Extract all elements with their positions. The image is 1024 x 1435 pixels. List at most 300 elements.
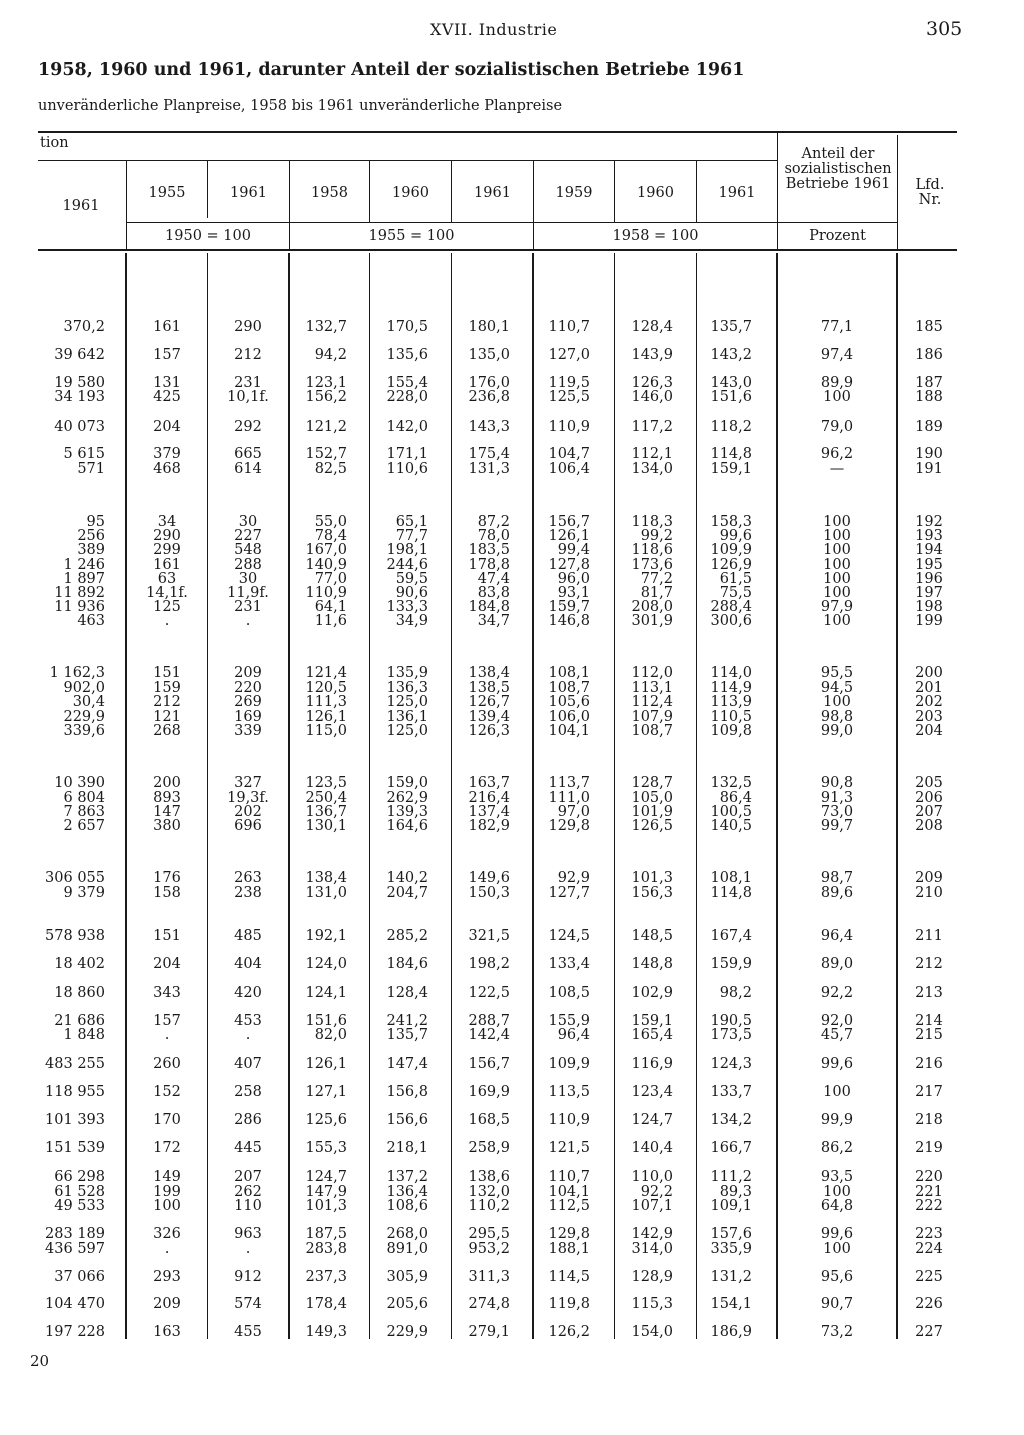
cell-anteil-prozent: 97,9 [820,599,854,615]
cell-1960-idx1958: 173,6 [631,557,673,573]
cell-anteil-prozent: 100 [823,389,851,405]
cell-1955-idx1950: 170 [153,1112,181,1128]
cell-1960-idx1955: 135,6 [386,347,428,363]
cell-1961-abs: 1 162,3 [49,665,105,681]
cell-1955-idx1950: 209 [153,1296,181,1312]
cell-1958-idx1955: 123,1 [305,375,347,391]
table-row [0,776,1024,791]
cell-1959-idx1958: 96,4 [557,1027,590,1043]
table-row [0,600,1024,615]
cell-1960-idx1958: 142,9 [631,1226,673,1242]
cell-1959-idx1958: 121,5 [548,1140,590,1156]
cell-1961-idx1955: 131,3 [468,461,510,477]
cell-1960-idx1955: 136,1 [386,709,428,725]
header-cell: 1961 [474,185,511,201]
cell-anteil-prozent: 96,4 [820,928,854,944]
cell-1961-idx1955: 135,0 [468,347,510,363]
cell-1960-idx1955: 229,9 [386,1324,428,1340]
cell-1958-idx1955: 126,1 [305,709,347,725]
header-cell: 1961 [230,185,267,201]
cell-1960-idx1958: 115,3 [631,1296,673,1312]
cell-1955-idx1950: 200 [153,775,181,791]
cell-anteil-prozent: 100 [823,1184,851,1200]
cell-lfd-nr: 193 [915,528,943,544]
cell-1961-idx1958: 75,5 [719,585,752,601]
cell-1961-idx1958: 173,5 [710,1027,752,1043]
cell-1961-idx1950: 30 [238,571,258,587]
cell-1961-idx1950: 209 [234,665,262,681]
cell-1955-idx1950: 172 [153,1140,181,1156]
table-row [0,666,1024,681]
cell-1960-idx1958: 143,9 [631,347,673,363]
cell-1960-idx1958: 116,9 [631,1056,673,1072]
cell-1961-idx1955: 176,0 [468,375,510,391]
cell-1960-idx1958: 110,0 [631,1169,673,1185]
cell-1959-idx1958: 104,7 [548,446,590,462]
cell-1959-idx1958: 108,1 [548,665,590,681]
cell-1961-idx1955: 139,4 [468,709,510,725]
cell-1961-idx1950: 30 [238,514,258,530]
cell-1959-idx1958: 156,7 [548,514,590,530]
cell-1961-abs: 1 246 [63,557,105,573]
cell-1959-idx1958: 92,9 [557,870,590,886]
cell-1961-idx1955: 183,5 [468,542,510,558]
cell-1961-idx1950: 455 [234,1324,262,1340]
cell-1955-idx1950: 893 [153,790,181,806]
cell-1960-idx1955: 218,1 [386,1140,428,1156]
cell-1961-idx1958: 166,7 [710,1140,752,1156]
cell-1961-idx1955: 83,8 [477,585,510,601]
table-row [0,348,1024,363]
cell-1955-idx1950: 299 [153,542,181,558]
cell-1961-idx1950: . [245,613,251,629]
cell-1961-idx1958: 186,9 [710,1324,752,1340]
cell-lfd-nr: 195 [915,557,943,573]
base-label: 1958 = 100 [612,228,699,244]
table-row [0,1227,1024,1242]
cell-1959-idx1958: 93,1 [557,585,590,601]
cell-1961-idx1958: 154,1 [710,1296,752,1312]
cell-1961-idx1950: . [245,1027,251,1043]
cell-1960-idx1958: 107,1 [631,1198,673,1214]
cell-1961-idx1950: 404 [234,956,262,972]
cell-1959-idx1958: 129,8 [548,1226,590,1242]
cell-1958-idx1955: 192,1 [305,928,347,944]
cell-anteil-prozent: 100 [823,542,851,558]
cell-1961-idx1955: 143,3 [468,419,510,435]
cell-anteil-prozent: 100 [823,528,851,544]
cell-1961-idx1950: 238 [234,885,262,901]
cell-1955-idx1950: 425 [153,389,181,405]
cell-1959-idx1958: 129,8 [548,818,590,834]
cell-lfd-nr: 197 [915,585,943,601]
cell-1961-idx1958: 113,9 [710,694,752,710]
cell-1961-abs: 283 189 [45,1226,105,1242]
cell-1955-idx1950: 100 [153,1198,181,1214]
cell-1959-idx1958: 127,7 [548,885,590,901]
cell-1960-idx1958: 148,8 [631,956,673,972]
cell-1961-idx1950: 263 [234,870,262,886]
cell-1961-idx1950: 231 [234,599,262,615]
cell-1958-idx1955: 250,4 [305,790,347,806]
cell-1958-idx1955: 121,4 [305,665,347,681]
cell-1961-idx1950: 339 [234,723,262,739]
cell-1959-idx1958: 155,9 [548,1013,590,1029]
cell-1961-idx1950: 227 [234,528,262,544]
cell-1959-idx1958: 110,9 [548,419,590,435]
cell-1960-idx1955: 285,2 [386,928,428,944]
cell-1958-idx1955: 78,4 [314,528,347,544]
cell-1959-idx1958: 125,5 [548,389,590,405]
cell-1961-idx1958: 143,2 [710,347,752,363]
cell-1961-abs: 571 [77,461,105,477]
cell-1961-idx1950: 485 [234,928,262,944]
cell-1961-idx1950: 292 [234,419,262,435]
cell-1960-idx1955: 34,9 [395,613,428,629]
section-heading: XVII. Industrie [430,20,558,39]
page-number: 305 [926,18,963,40]
cell-1961-idx1958: 131,2 [710,1269,752,1285]
cell-1958-idx1955: 187,5 [305,1226,347,1242]
cell-anteil-prozent: 89,9 [820,375,854,391]
cell-1961-abs: 11 892 [54,585,105,601]
cell-1960-idx1955: 171,1 [386,446,428,462]
cell-anteil-prozent: 99,9 [820,1112,854,1128]
cell-1961-idx1950: 665 [234,446,262,462]
cell-1961-abs: 6 804 [63,790,105,806]
table-row [0,390,1024,405]
cell-1961-abs: 7 863 [63,804,105,820]
cell-1961-abs: 39 642 [54,347,105,363]
cell-1960-idx1958: 128,4 [631,319,673,335]
cell-1958-idx1955: 82,5 [314,461,347,477]
cell-1959-idx1958: 106,4 [548,461,590,477]
cell-anteil-prozent: — [829,461,845,477]
table-row [0,420,1024,435]
cell-1960-idx1955: 164,6 [386,818,428,834]
cell-1961-idx1950: 269 [234,694,262,710]
cell-1958-idx1955: 167,0 [305,542,347,558]
table-row [0,320,1024,335]
cell-lfd-nr: 199 [915,613,943,629]
table-row [0,1057,1024,1072]
cell-anteil-prozent: 77,1 [820,319,854,335]
cell-1960-idx1958: 112,1 [631,446,673,462]
cell-1961-idx1958: 133,7 [710,1084,752,1100]
cell-1960-idx1955: 156,6 [386,1112,428,1128]
cell-1961-idx1958: 98,2 [719,985,752,1001]
cell-1959-idx1958: 113,7 [548,775,590,791]
table-row [0,695,1024,710]
cell-1955-idx1950: 379 [153,446,181,462]
cell-anteil-prozent: 91,3 [820,790,854,806]
table-row [0,1141,1024,1156]
cell-1960-idx1958: 140,4 [631,1140,673,1156]
cell-1961-idx1958: 159,1 [710,461,752,477]
cell-1955-idx1950: 199 [153,1184,181,1200]
table-row [0,1325,1024,1340]
cell-1961-idx1955: 180,1 [468,319,510,335]
cell-1955-idx1950: . [164,1027,170,1043]
cell-1960-idx1958: 128,9 [631,1269,673,1285]
cell-1961-idx1955: 258,9 [468,1140,510,1156]
cell-1959-idx1958: 110,7 [548,319,590,335]
cell-1961-idx1955: 321,5 [468,928,510,944]
cell-lfd-nr: 190 [915,446,943,462]
cell-anteil-prozent: 95,6 [820,1269,854,1285]
cell-lfd-nr: 209 [915,870,943,886]
cell-1958-idx1955: 11,6 [314,613,347,629]
cell-1961-idx1950: 574 [234,1296,262,1312]
cell-anteil-prozent: 73,2 [820,1324,854,1340]
cell-1961-idx1950: 212 [234,347,262,363]
cell-1959-idx1958: 108,5 [548,985,590,1001]
cell-1960-idx1955: 90,6 [395,585,428,601]
cell-1959-idx1958: 112,5 [548,1198,590,1214]
cell-1959-idx1958: 108,7 [548,680,590,696]
cell-lfd-nr: 194 [915,542,943,558]
cell-1961-idx1958: 86,4 [719,790,752,806]
cell-lfd-nr: 198 [915,599,943,615]
cell-1955-idx1950: 125 [153,599,181,615]
cell-1961-abs: 9 379 [63,885,105,901]
cell-1961-abs: 151 539 [45,1140,105,1156]
cell-1960-idx1958: 128,7 [631,775,673,791]
cell-1961-idx1958: 61,5 [719,571,752,587]
header-cell: 1959 [555,185,593,201]
cell-1958-idx1955: 124,1 [305,985,347,1001]
cell-1961-abs: 483 255 [45,1056,105,1072]
cell-1958-idx1955: 149,3 [305,1324,347,1340]
cell-1961-idx1958: 108,1 [710,870,752,886]
cell-1960-idx1955: 205,6 [386,1296,428,1312]
table-row [0,1242,1024,1257]
cell-1961-idx1958: 114,8 [710,885,752,901]
cell-1961-idx1955: 78,0 [477,528,510,544]
cell-1959-idx1958: 109,9 [548,1056,590,1072]
cell-1960-idx1958: 105,0 [631,790,673,806]
cell-1960-idx1955: 198,1 [386,542,428,558]
cell-anteil-prozent: 89,0 [820,956,854,972]
cell-lfd-nr: 202 [915,694,943,710]
cell-anteil-prozent: 98,8 [820,709,854,725]
cell-1961-idx1955: 137,4 [468,804,510,820]
cell-1960-idx1955: 891,0 [386,1241,428,1257]
table-row [0,957,1024,972]
cell-1961-idx1958: 118,2 [710,419,752,435]
cell-1961-abs: 578 938 [45,928,105,944]
table-row [0,1028,1024,1043]
cell-1961-idx1950: 202 [234,804,262,820]
cell-1959-idx1958: 126,1 [548,528,590,544]
cell-1955-idx1950: 343 [153,985,181,1001]
cell-1960-idx1958: 118,3 [631,514,673,530]
cell-1958-idx1955: 126,1 [305,1056,347,1072]
cell-1960-idx1955: 147,4 [386,1056,428,1072]
cell-lfd-nr: 214 [915,1013,943,1029]
cell-1960-idx1958: 102,9 [631,985,673,1001]
cell-1958-idx1955: 237,3 [305,1269,347,1285]
cell-1960-idx1958: 113,1 [631,680,673,696]
cell-1960-idx1955: 228,0 [386,389,428,405]
cell-1961-abs: 256 [77,528,105,544]
cell-1960-idx1958: 146,0 [631,389,673,405]
cell-1959-idx1958: 96,0 [557,571,590,587]
cell-1961-abs: 902,0 [63,680,105,696]
cell-1961-idx1955: 138,6 [468,1169,510,1185]
cell-1960-idx1955: 184,6 [386,956,428,972]
cell-1960-idx1955: 125,0 [386,694,428,710]
cell-1955-idx1950: 161 [153,557,181,573]
cell-1960-idx1958: 165,4 [631,1027,673,1043]
table-row [0,558,1024,573]
cell-1958-idx1955: 101,3 [305,1198,347,1214]
cell-1961-idx1955: 142,4 [468,1027,510,1043]
cell-lfd-nr: 208 [915,818,943,834]
cell-1955-idx1950: 260 [153,1056,181,1072]
cell-1959-idx1958: 124,5 [548,928,590,944]
cell-1961-abs: 11 936 [54,599,105,615]
cell-1960-idx1958: 314,0 [631,1241,673,1257]
cell-1961-idx1950: 407 [234,1056,262,1072]
cell-1961-idx1958: 109,9 [710,542,752,558]
cell-1955-idx1950: 121 [153,709,181,725]
cell-1961-abs: 49 533 [54,1198,105,1214]
cell-1958-idx1955: 156,2 [305,389,347,405]
cell-1961-idx1958: 335,9 [710,1241,752,1257]
base-label: 1955 = 100 [368,228,455,244]
cell-lfd-nr: 192 [915,514,943,530]
cell-anteil-prozent: 64,8 [820,1198,854,1214]
table-row [0,1297,1024,1312]
table-row [0,929,1024,944]
base-label: 1950 = 100 [165,228,251,244]
cell-1959-idx1958: 188,1 [548,1241,590,1257]
cell-1958-idx1955: 111,3 [305,694,347,710]
cell-1960-idx1958: 101,3 [631,870,673,886]
cell-1959-idx1958: 133,4 [548,956,590,972]
cell-1961-idx1955: 295,5 [468,1226,510,1242]
cell-1960-idx1955: 136,3 [386,680,428,696]
cell-1961-idx1958: 190,5 [710,1013,752,1029]
cell-1955-idx1950: 151 [153,665,181,681]
cell-1961-idx1955: 138,4 [468,665,510,681]
cell-anteil-prozent: 45,7 [820,1027,854,1043]
cell-1961-abs: 18 860 [54,985,105,1001]
cell-1960-idx1955: 159,0 [386,775,428,791]
table-row [0,447,1024,462]
cell-1961-idx1955: 178,8 [468,557,510,573]
cell-1960-idx1958: 108,7 [631,723,673,739]
cell-1958-idx1955: 138,4 [305,870,347,886]
cell-1955-idx1950: 63 [157,571,177,587]
cell-1960-idx1955: 135,7 [386,1027,428,1043]
cell-1958-idx1955: 130,1 [305,818,347,834]
cell-1961-idx1958: 114,9 [710,680,752,696]
cell-1961-idx1955: 274,8 [468,1296,510,1312]
cell-anteil-prozent: 73,0 [820,804,854,820]
cell-anteil-prozent: 100 [823,1241,851,1257]
cell-1958-idx1955: 283,8 [305,1241,347,1257]
cell-1960-idx1955: 136,4 [386,1184,428,1200]
cell-lfd-nr: 213 [915,985,943,1001]
header-cell: 1958 [311,185,348,201]
cell-1960-idx1958: 118,6 [631,542,673,558]
cell-anteil-prozent: 99,6 [820,1226,854,1242]
cell-1959-idx1958: 104,1 [548,723,590,739]
cell-1955-idx1950: 131 [153,375,181,391]
cell-1961-abs: 61 528 [54,1184,105,1200]
cell-1958-idx1955: 82,0 [314,1027,347,1043]
cell-1959-idx1958: 114,5 [548,1269,590,1285]
cell-anteil-prozent: 97,4 [820,347,854,363]
cell-1955-idx1950: 293 [153,1269,181,1285]
cell-1958-idx1955: 120,5 [305,680,347,696]
cell-1958-idx1955: 140,9 [305,557,347,573]
cell-1961-idx1955: 126,3 [468,723,510,739]
cell-1961-idx1955: 122,5 [468,985,510,1001]
cell-1961-idx1955: 110,2 [468,1198,510,1214]
cell-1955-idx1950: 149 [153,1169,181,1185]
header-cell: 1961 [718,185,756,201]
cell-1961-idx1955: 279,1 [468,1324,510,1340]
cell-1955-idx1950: 151 [153,928,181,944]
cell-1958-idx1955: 124,0 [305,956,347,972]
header-cell: 1955 [148,185,186,201]
cell-1959-idx1958: 110,9 [548,1112,590,1128]
cell-anteil-prozent: 100 [823,1084,851,1100]
cell-1960-idx1958: 117,2 [631,419,673,435]
cell-1960-idx1955: 155,4 [386,375,428,391]
cell-1961-idx1955: 236,8 [468,389,510,405]
cell-anteil-prozent: 100 [823,514,851,530]
cell-1961-idx1958: 300,6 [710,613,752,629]
cell-1955-idx1950: 14,1f. [146,585,188,601]
cell-1961-idx1950: 220 [234,680,262,696]
cell-1961-idx1958: 110,5 [710,709,752,725]
cell-1959-idx1958: 99,4 [557,542,590,558]
cell-anteil-prozent: 93,5 [820,1169,854,1185]
cell-1960-idx1958: 112,0 [631,665,673,681]
cell-lfd-nr: 204 [915,723,943,739]
cell-lfd-nr: 220 [915,1169,943,1185]
cell-1960-idx1958: 99,2 [640,528,673,544]
cell-1958-idx1955: 64,1 [314,599,347,615]
cell-lfd-nr: 201 [915,680,943,696]
cell-1961-idx1958: 132,5 [710,775,752,791]
cell-1955-idx1950: 157 [153,347,181,363]
cell-1960-idx1958: 126,3 [631,375,673,391]
cell-1959-idx1958: 119,8 [548,1296,590,1312]
cell-1961-idx1955: 126,7 [468,694,510,710]
cell-anteil-prozent: 99,6 [820,1056,854,1072]
cell-1959-idx1958: 97,0 [557,804,590,820]
cell-1960-idx1958: 148,5 [631,928,673,944]
cell-1960-idx1955: 128,4 [386,985,428,1001]
cell-1959-idx1958: 104,1 [548,1184,590,1200]
cell-1961-idx1955: 47,4 [477,571,510,587]
cell-1959-idx1958: 127,8 [548,557,590,573]
cell-1961-idx1955: 953,2 [468,1241,510,1257]
cell-1961-idx1958: 114,0 [710,665,752,681]
cell-1955-idx1950: 176 [153,870,181,886]
cell-1960-idx1958: 92,2 [640,1184,673,1200]
header-cell: 1960 [392,185,429,201]
cell-1961-idx1950: 288 [234,557,262,573]
cell-1961-abs: 37 066 [54,1269,105,1285]
cell-1955-idx1950: 290 [153,528,181,544]
cell-1961-idx1950: 327 [234,775,262,791]
